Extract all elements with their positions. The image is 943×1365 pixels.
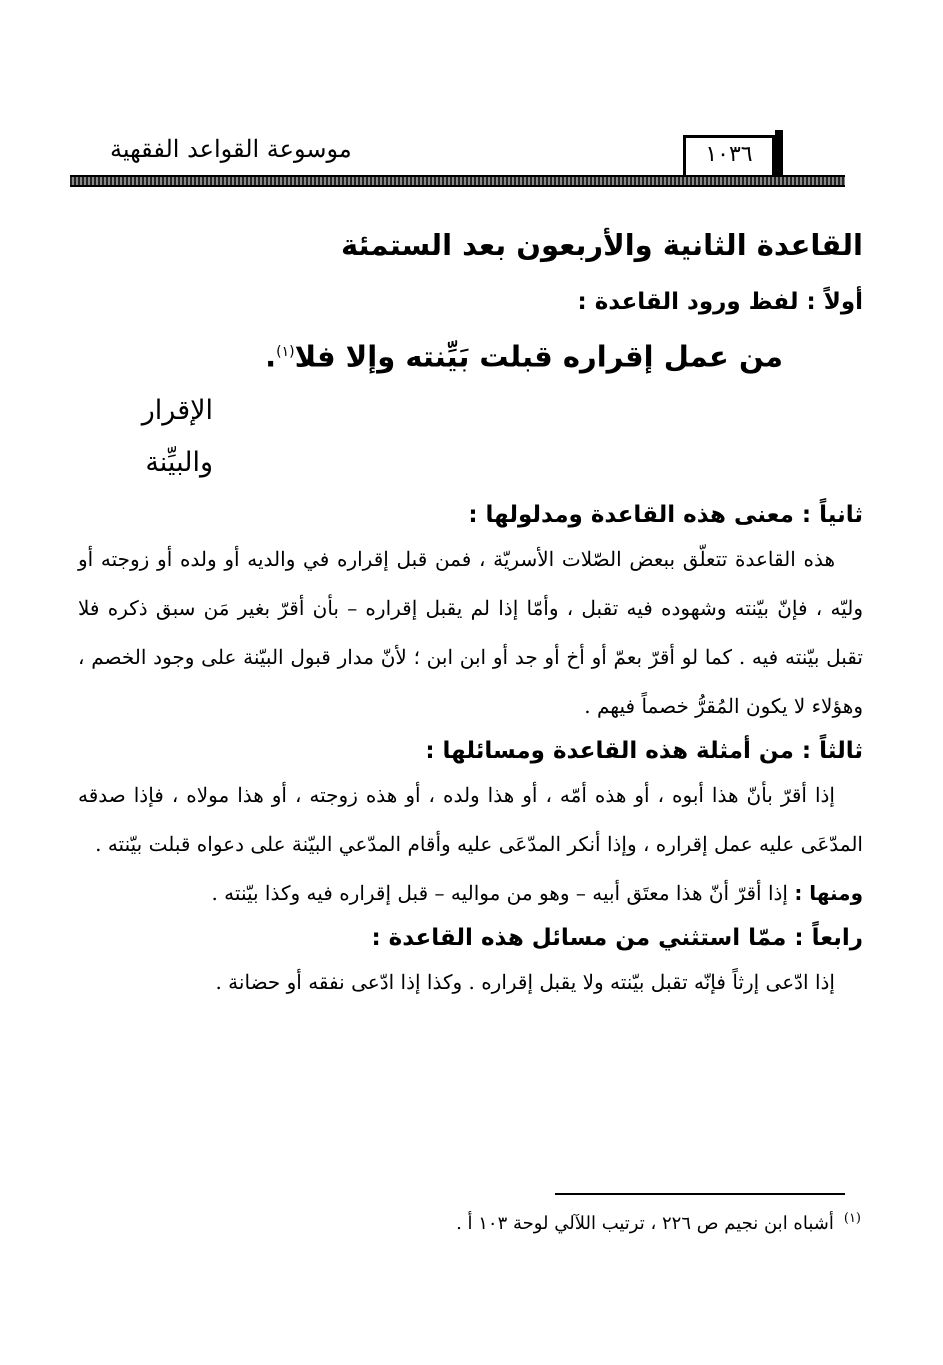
section4-heading: رابعاً : ممّا استثني من مسائل هذه القاعدة : — [371, 924, 863, 951]
footnote-separator — [555, 1193, 845, 1195]
footnote-text: أشباه ابن نجيم ص ٢٢٦ ، ترتيب اللآلي لوحة ١٠٣ أ . — [456, 1213, 834, 1234]
section2-heading: ثانياً : معنى هذه القاعدة ومدلولها : — [468, 501, 863, 528]
page-header — [70, 130, 845, 188]
section3-heading: ثالثاً : من أمثلة هذه القاعدة ومسائلها : — [425, 737, 863, 764]
section2-paragraph: هذه القاعدة تتعلّق ببعض الصّلات الأسريّة ، فمن قبل إقراره في والديه أو ولده أو زوجته أو وليّه ، فإنّ بيّنته وشهوده فيه تقبل ، وأمّا إذا لم يقبل إقراره – بأن أقرّ بغير مَن سبق ذكره فلا تقبل بيّنته فيه . كما لو أقرّ بعمّ أو أخ أو جد أو ابن ابن ؛ لأنّ مدار قبول البيّنة على وجود الخصم ، وهؤلاء لا يكون المُقرُّ خصماً فيهم . — [78, 546, 863, 718]
rule-title: القاعدة الثانية والأربعون بعد الستمئة — [340, 228, 863, 262]
section3-minha-paragraph — [78, 869, 863, 918]
minha-text: إذا أقرّ أنّ هذا معتَق أبيه – وهو من مواليه – قبل إقراره فيه وكذا بيّنته . — [211, 880, 788, 905]
section3-paragraph: إذا أقرّ بأنّ هذا أبوه ، أو هذه أمّه ، أو هذا ولده ، أو هذه زوجته ، أو هذا مولاه ، فإذا صدقه المدّعَى عليه عمل إقراره ، وإذا أنكر المدّعَى عليه وأقام المدّعي البيّنة على دعواه قبلت بيّنته . — [78, 782, 863, 856]
rule-text — [78, 324, 783, 385]
keyword: الإقرار والبيِّنة — [141, 394, 213, 478]
footnote-marker: (١) — [843, 1211, 861, 1226]
rule-text-end: . — [265, 339, 277, 374]
page-number: ١٠٣٦ — [705, 142, 753, 167]
header-rule — [70, 175, 845, 187]
page-number-box-shadow — [775, 130, 783, 175]
rule-text-body: من عمل إقراره قبلت بَيِّنته وإلا فلا — [294, 339, 783, 374]
minha-label: ومنها : — [794, 880, 863, 905]
page-number-box — [683, 135, 775, 175]
rule-footnote-marker: (١) — [276, 344, 295, 360]
section4-paragraph: إذا ادّعى إرثاً فإنّه تقبل بيّنته ولا يقبل إقراره . وكذا إذا ادّعى نفقه أو حضانة . — [215, 969, 835, 994]
footnote — [456, 1204, 861, 1239]
book-title: موسوعة القواعد الفقهية — [110, 135, 352, 163]
main-text — [78, 222, 863, 1007]
section1-heading: أولاً : لفظ ورود القاعدة : — [577, 289, 863, 315]
